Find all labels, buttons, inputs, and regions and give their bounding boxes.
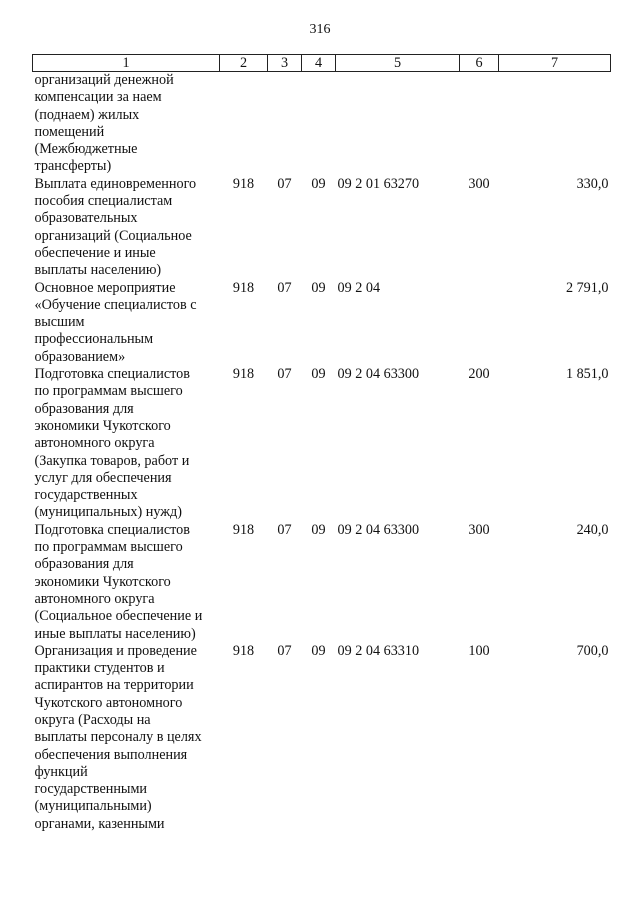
cell-expense-type: 100	[468, 642, 490, 659]
cell-expense-type	[460, 72, 499, 176]
cell-amount: 330,0	[576, 175, 609, 192]
table-row	[33, 522, 611, 643]
table-row	[33, 176, 611, 280]
row-name: Подготовка специалистов по программам высшего образования для экономики Чукотского автономного округа (Социальное обеспечение и иные выплаты населению)	[34, 521, 203, 642]
cell-target-article: 09 2 01 63270	[337, 175, 420, 192]
cell-section: 07	[277, 279, 292, 296]
cell-ministry: 918	[232, 642, 255, 659]
table-row	[33, 643, 611, 833]
cell-expense-type: 200	[468, 366, 490, 383]
cell-target-article: 09 2 04 63300	[337, 366, 420, 383]
column-header-7: 7	[499, 55, 611, 72]
cell-expense-type	[460, 280, 499, 366]
table-row	[33, 366, 611, 522]
cell-amount: 700,0	[576, 642, 609, 659]
cell-ministry	[220, 72, 268, 176]
column-header-6: 6	[460, 55, 499, 72]
cell-ministry: 918	[232, 521, 255, 538]
cell-section	[268, 72, 302, 176]
row-name: Выплата единовременного пособия специалистам образовательных организаций (Социальное обеспечение и иные выплаты населению)	[34, 175, 197, 279]
column-header-1: 1	[33, 55, 220, 72]
cell-expense-type: 300	[468, 521, 490, 538]
cell-subsection: 09	[311, 279, 326, 296]
cell-section: 07	[277, 521, 292, 538]
row-name: Основное мероприятие «Обучение специалистов с высшим профессиональным образованием»	[34, 279, 197, 365]
row-name: организаций денежной компенсации за наем (поднаем) жилых помещений (Межбюджетные трансферты)	[34, 72, 174, 175]
cell-expense-type: 300	[468, 175, 490, 192]
cell-ministry: 918	[232, 279, 255, 296]
row-name: Организация и проведение практики студентов и аспирантов на территории Чукотского автономного округа (Расходы на выплаты персоналу в целях обеспечения выполнения функций государственными (муниципальными) органами, казенными	[34, 642, 202, 832]
cell-amount: 2 791,0	[565, 279, 609, 296]
cell-ministry: 918	[232, 366, 255, 383]
cell-subsection: 09	[311, 521, 326, 538]
cell-subsection: 09	[311, 175, 326, 192]
cell-section: 07	[277, 366, 292, 383]
cell-subsection: 09	[311, 366, 326, 383]
cell-target-article: 09 2 04 63310	[337, 642, 420, 659]
column-header-2: 2	[220, 55, 268, 72]
cell-section: 07	[277, 642, 292, 659]
table-row	[33, 72, 611, 176]
cell-amount: 1 851,0	[565, 366, 609, 383]
column-header-3: 3	[268, 55, 302, 72]
column-header-5: 5	[336, 55, 460, 72]
cell-target-article: 09 2 04	[337, 279, 381, 296]
budget-table	[32, 54, 611, 833]
cell-section: 07	[277, 175, 292, 192]
cell-target-article: 09 2 04 63300	[337, 521, 420, 538]
page-number: 316	[309, 22, 331, 37]
cell-target-article	[336, 72, 460, 176]
row-name: Подготовка специалистов по программам высшего образования для экономики Чукотского автономного округа (Закупка товаров, работ и услуг для обеспечения государственных (муниципальных) нужд)	[34, 366, 190, 521]
cell-amount: 240,0	[576, 521, 609, 538]
cell-amount	[499, 72, 611, 176]
table-row	[33, 280, 611, 366]
header-row	[33, 55, 611, 72]
column-header-4: 4	[302, 55, 336, 72]
cell-subsection: 09	[311, 642, 326, 659]
cell-subsection	[302, 72, 336, 176]
cell-ministry: 918	[232, 175, 255, 192]
